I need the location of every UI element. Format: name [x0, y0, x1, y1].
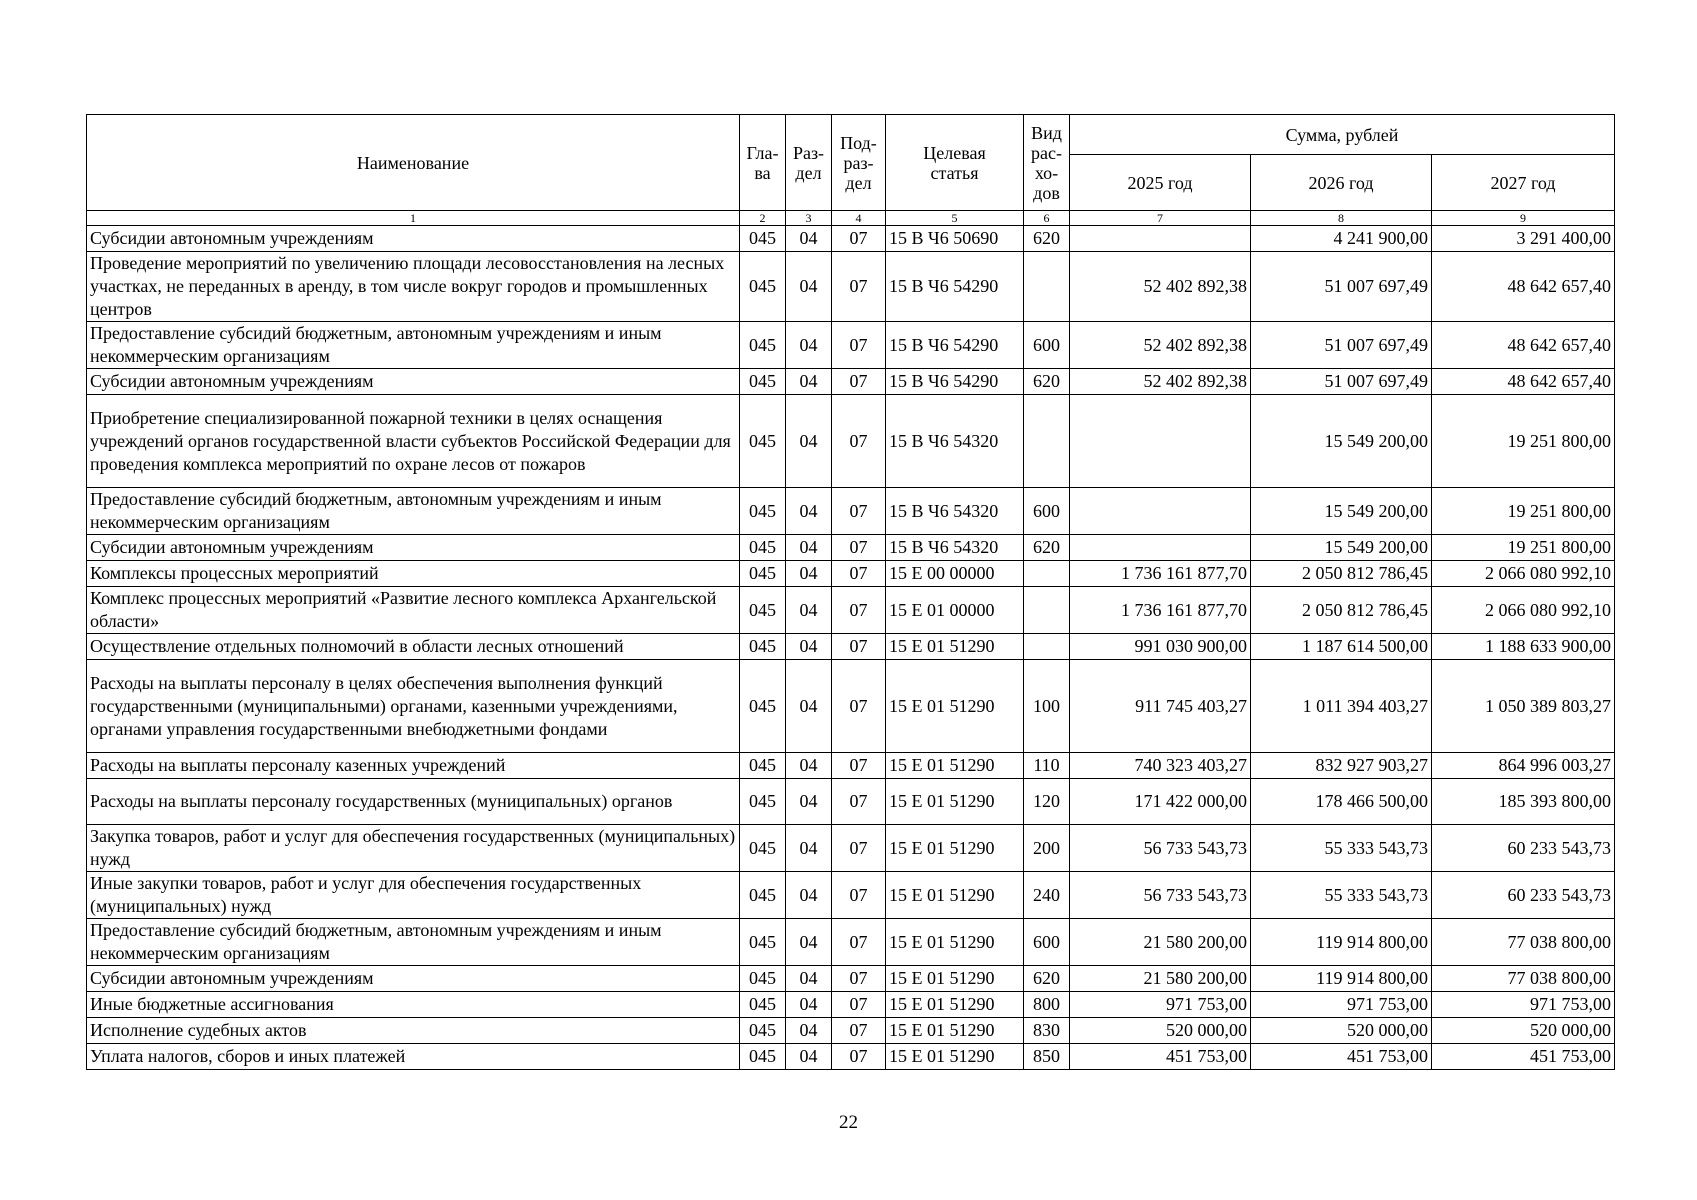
column-number: 7 — [1070, 211, 1251, 226]
row-name: Предоставление субсидий бюджетным, автономным учреждениям и иным некоммерческим организациям — [87, 488, 740, 535]
row-amount-2025: 56 733 543,73 — [1070, 872, 1251, 919]
row-amount-2026: 15 549 200,00 — [1251, 395, 1432, 488]
row-expense-type: 200 — [1024, 825, 1070, 872]
row-target-article: 15 В Ч6 54320 — [886, 488, 1024, 535]
row-target-article: 15 Е 01 51290 — [886, 872, 1024, 919]
row-chapter: 045 — [740, 488, 786, 535]
table-row — [87, 1018, 1615, 1044]
row-amount-2027: 19 251 800,00 — [1432, 488, 1615, 535]
row-section: 04 — [786, 369, 832, 395]
row-chapter: 045 — [740, 535, 786, 561]
row-amount-2026: 15 549 200,00 — [1251, 488, 1432, 535]
row-amount-2026: 178 466 500,00 — [1251, 779, 1432, 825]
header-text: Гла- ва — [746, 142, 779, 183]
row-expense-type: 620 — [1024, 966, 1070, 992]
column-number: 6 — [1024, 211, 1070, 226]
header-expense-type — [1024, 115, 1070, 211]
row-subsection: 07 — [832, 919, 886, 966]
row-expense-type: 600 — [1024, 919, 1070, 966]
table-row — [87, 322, 1615, 369]
row-section: 04 — [786, 252, 832, 322]
row-amount-2025: 21 580 200,00 — [1070, 919, 1251, 966]
row-amount-2025: 1 736 161 877,70 — [1070, 587, 1251, 634]
row-expense-type: 600 — [1024, 488, 1070, 535]
table-row — [87, 872, 1615, 919]
column-number: 5 — [886, 211, 1024, 226]
row-section: 04 — [786, 488, 832, 535]
row-subsection: 07 — [832, 634, 886, 660]
row-subsection: 07 — [832, 369, 886, 395]
header-chapter — [740, 115, 786, 211]
row-target-article: 15 В Ч6 54320 — [886, 535, 1024, 561]
row-amount-2027: 19 251 800,00 — [1432, 535, 1615, 561]
row-amount-2027: 48 642 657,40 — [1432, 322, 1615, 369]
row-name: Приобретение специализированной пожарной техники в целях оснащения учреждений органов государственной власти субъектов Российской Федерации для проведения комплекса мероприятий по охране лесов от пожаров — [87, 395, 740, 488]
row-amount-2025 — [1070, 226, 1251, 252]
header-name: Наименование — [87, 115, 740, 211]
row-amount-2027: 864 996 003,27 — [1432, 753, 1615, 779]
table-row — [87, 919, 1615, 966]
row-target-article: 15 Е 01 51290 — [886, 966, 1024, 992]
row-amount-2027: 60 233 543,73 — [1432, 872, 1615, 919]
row-subsection: 07 — [832, 660, 886, 753]
row-target-article: 15 Е 01 51290 — [886, 634, 1024, 660]
row-chapter: 045 — [740, 872, 786, 919]
row-name: Предоставление субсидий бюджетным, автономным учреждениям и иным некоммерческим организациям — [87, 322, 740, 369]
row-amount-2025: 21 580 200,00 — [1070, 966, 1251, 992]
row-chapter: 045 — [740, 226, 786, 252]
header-year-2026: 2026 год — [1251, 155, 1432, 211]
row-section: 04 — [786, 1044, 832, 1070]
table-row — [87, 992, 1615, 1018]
row-chapter: 045 — [740, 992, 786, 1018]
row-amount-2026: 4 241 900,00 — [1251, 226, 1432, 252]
row-amount-2026: 971 753,00 — [1251, 992, 1432, 1018]
row-amount-2025 — [1070, 535, 1251, 561]
row-name: Субсидии автономным учреждениям — [87, 535, 740, 561]
row-amount-2025: 911 745 403,27 — [1070, 660, 1251, 753]
row-amount-2025: 520 000,00 — [1070, 1018, 1251, 1044]
row-amount-2026: 119 914 800,00 — [1251, 966, 1432, 992]
row-amount-2027: 185 393 800,00 — [1432, 779, 1615, 825]
row-amount-2025: 171 422 000,00 — [1070, 779, 1251, 825]
row-chapter: 045 — [740, 369, 786, 395]
row-chapter: 045 — [740, 561, 786, 587]
row-chapter: 045 — [740, 395, 786, 488]
column-number: 2 — [740, 211, 786, 226]
header-target-article — [886, 115, 1024, 211]
row-expense-type — [1024, 252, 1070, 322]
row-target-article: 15 В Ч6 50690 — [886, 226, 1024, 252]
header-text: Раз- дел — [792, 142, 825, 183]
row-amount-2026: 15 549 200,00 — [1251, 535, 1432, 561]
row-amount-2025: 451 753,00 — [1070, 1044, 1251, 1070]
row-name: Субсидии автономным учреждениям — [87, 966, 740, 992]
table-row — [87, 634, 1615, 660]
header-year-2025: 2025 год — [1070, 155, 1251, 211]
row-amount-2025: 56 733 543,73 — [1070, 825, 1251, 872]
row-amount-2025: 52 402 892,38 — [1070, 369, 1251, 395]
row-expense-type — [1024, 561, 1070, 587]
row-amount-2027: 1 050 389 803,27 — [1432, 660, 1615, 753]
row-subsection: 07 — [832, 395, 886, 488]
row-section: 04 — [786, 660, 832, 753]
table-row — [87, 226, 1615, 252]
row-section: 04 — [786, 1018, 832, 1044]
row-expense-type: 600 — [1024, 322, 1070, 369]
row-chapter: 045 — [740, 825, 786, 872]
row-name: Предоставление субсидий бюджетным, автономным учреждениям и иным некоммерческим организациям — [87, 919, 740, 966]
row-section: 04 — [786, 395, 832, 488]
row-chapter: 045 — [740, 919, 786, 966]
row-amount-2025: 52 402 892,38 — [1070, 322, 1251, 369]
row-section: 04 — [786, 919, 832, 966]
row-subsection: 07 — [832, 1018, 886, 1044]
row-subsection: 07 — [832, 992, 886, 1018]
header-subsection — [832, 115, 886, 211]
row-expense-type: 800 — [1024, 992, 1070, 1018]
row-section: 04 — [786, 825, 832, 872]
table-row — [87, 561, 1615, 587]
row-amount-2026: 51 007 697,49 — [1251, 322, 1432, 369]
row-name: Закупка товаров, работ и услуг для обеспечения государственных (муниципальных) нужд — [87, 825, 740, 872]
row-chapter: 045 — [740, 660, 786, 753]
row-target-article: 15 Е 01 51290 — [886, 779, 1024, 825]
row-amount-2026: 1 187 614 500,00 — [1251, 634, 1432, 660]
row-amount-2025: 991 030 900,00 — [1070, 634, 1251, 660]
table-row — [87, 966, 1615, 992]
row-amount-2026: 55 333 543,73 — [1251, 825, 1432, 872]
row-section: 04 — [786, 226, 832, 252]
row-amount-2026: 2 050 812 786,45 — [1251, 561, 1432, 587]
row-name: Расходы на выплаты персоналу казенных учреждений — [87, 753, 740, 779]
row-chapter: 045 — [740, 634, 786, 660]
row-amount-2026: 51 007 697,49 — [1251, 369, 1432, 395]
column-number: 8 — [1251, 211, 1432, 226]
row-expense-type: 620 — [1024, 369, 1070, 395]
row-section: 04 — [786, 634, 832, 660]
row-section: 04 — [786, 872, 832, 919]
row-subsection: 07 — [832, 322, 886, 369]
row-chapter: 045 — [740, 753, 786, 779]
row-amount-2026: 451 753,00 — [1251, 1044, 1432, 1070]
row-target-article: 15 Е 01 51290 — [886, 1044, 1024, 1070]
row-amount-2025: 971 753,00 — [1070, 992, 1251, 1018]
row-amount-2025 — [1070, 395, 1251, 488]
column-number: 9 — [1432, 211, 1615, 226]
row-expense-type: 110 — [1024, 753, 1070, 779]
row-name: Исполнение судебных актов — [87, 1018, 740, 1044]
table-row — [87, 753, 1615, 779]
row-target-article: 15 Е 01 51290 — [886, 660, 1024, 753]
row-amount-2026: 55 333 543,73 — [1251, 872, 1432, 919]
header-section — [786, 115, 832, 211]
header-year-2027: 2027 год — [1432, 155, 1615, 211]
row-expense-type: 240 — [1024, 872, 1070, 919]
row-expense-type — [1024, 634, 1070, 660]
header-sum: Сумма, рублей — [1070, 115, 1615, 155]
table-row — [87, 825, 1615, 872]
row-name: Комплексы процессных мероприятий — [87, 561, 740, 587]
row-target-article: 15 В Ч6 54320 — [886, 395, 1024, 488]
column-number: 3 — [786, 211, 832, 226]
row-expense-type: 620 — [1024, 226, 1070, 252]
row-target-article: 15 Е 01 51290 — [886, 992, 1024, 1018]
budget-table — [86, 114, 1615, 1070]
row-target-article: 15 Е 01 51290 — [886, 825, 1024, 872]
row-expense-type — [1024, 587, 1070, 634]
row-amount-2027: 48 642 657,40 — [1432, 252, 1615, 322]
row-subsection: 07 — [832, 587, 886, 634]
row-section: 04 — [786, 753, 832, 779]
row-name: Расходы на выплаты персоналу государственных (муниципальных) органов — [87, 779, 740, 825]
row-chapter: 045 — [740, 587, 786, 634]
row-section: 04 — [786, 587, 832, 634]
row-subsection: 07 — [832, 966, 886, 992]
row-subsection: 07 — [832, 252, 886, 322]
row-target-article: 15 Е 01 51290 — [886, 1018, 1024, 1044]
row-amount-2027: 19 251 800,00 — [1432, 395, 1615, 488]
row-amount-2026: 520 000,00 — [1251, 1018, 1432, 1044]
row-name: Комплекс процессных мероприятий «Развитие лесного комплекса Архангельской области» — [87, 587, 740, 634]
row-name: Иные бюджетные ассигнования — [87, 992, 740, 1018]
row-amount-2025 — [1070, 488, 1251, 535]
row-amount-2027: 60 233 543,73 — [1432, 825, 1615, 872]
table-row — [87, 779, 1615, 825]
row-section: 04 — [786, 966, 832, 992]
row-subsection: 07 — [832, 535, 886, 561]
row-target-article: 15 Е 01 51290 — [886, 753, 1024, 779]
row-expense-type: 100 — [1024, 660, 1070, 753]
row-section: 04 — [786, 535, 832, 561]
table-row — [87, 369, 1615, 395]
column-number: 1 — [87, 211, 740, 226]
column-number: 4 — [832, 211, 886, 226]
row-name: Расходы на выплаты персоналу в целях обеспечения выполнения функций государственными (муниципальными) органами, казенными учреждениями, органами управления государственными внебюджетными фондами — [87, 660, 740, 753]
row-expense-type: 830 — [1024, 1018, 1070, 1044]
table-row — [87, 488, 1615, 535]
row-name: Уплата налогов, сборов и иных платежей — [87, 1044, 740, 1070]
row-target-article: 15 В Ч6 54290 — [886, 369, 1024, 395]
row-subsection: 07 — [832, 1044, 886, 1070]
row-expense-type — [1024, 395, 1070, 488]
row-amount-2027: 520 000,00 — [1432, 1018, 1615, 1044]
header-text: Целевая статья — [923, 142, 986, 183]
table-row — [87, 1044, 1615, 1070]
row-section: 04 — [786, 322, 832, 369]
row-name: Проведение мероприятий по увеличению площади лесовосстановления на лесных участках, не переданных в аренду, в том числе вокруг городов и промышленных центров — [87, 252, 740, 322]
row-chapter: 045 — [740, 779, 786, 825]
row-chapter: 045 — [740, 252, 786, 322]
row-chapter: 045 — [740, 1018, 786, 1044]
row-subsection: 07 — [832, 226, 886, 252]
row-subsection: 07 — [832, 779, 886, 825]
row-subsection: 07 — [832, 488, 886, 535]
row-target-article: 15 В Ч6 54290 — [886, 322, 1024, 369]
row-target-article: 15 Е 01 00000 — [886, 587, 1024, 634]
row-amount-2027: 48 642 657,40 — [1432, 369, 1615, 395]
row-name: Субсидии автономным учреждениям — [87, 226, 740, 252]
table-row — [87, 395, 1615, 488]
row-name: Иные закупки товаров, работ и услуг для обеспечения государственных (муниципальных) нужд — [87, 872, 740, 919]
row-chapter: 045 — [740, 966, 786, 992]
table-row — [87, 535, 1615, 561]
row-section: 04 — [786, 561, 832, 587]
row-amount-2027: 2 066 080 992,10 — [1432, 587, 1615, 634]
row-name: Осуществление отдельных полномочий в области лесных отношений — [87, 634, 740, 660]
column-number-row — [87, 211, 1615, 226]
row-chapter: 045 — [740, 322, 786, 369]
row-amount-2026: 832 927 903,27 — [1251, 753, 1432, 779]
row-amount-2027: 77 038 800,00 — [1432, 966, 1615, 992]
table-row — [87, 252, 1615, 322]
row-section: 04 — [786, 992, 832, 1018]
row-amount-2025: 740 323 403,27 — [1070, 753, 1251, 779]
row-amount-2027: 2 066 080 992,10 — [1432, 561, 1615, 587]
row-amount-2027: 77 038 800,00 — [1432, 919, 1615, 966]
row-amount-2027: 3 291 400,00 — [1432, 226, 1615, 252]
row-amount-2025: 52 402 892,38 — [1070, 252, 1251, 322]
row-expense-type: 620 — [1024, 535, 1070, 561]
row-subsection: 07 — [832, 872, 886, 919]
row-amount-2026: 51 007 697,49 — [1251, 252, 1432, 322]
row-amount-2027: 1 188 633 900,00 — [1432, 634, 1615, 660]
row-subsection: 07 — [832, 561, 886, 587]
row-amount-2027: 451 753,00 — [1432, 1044, 1615, 1070]
row-amount-2026: 119 914 800,00 — [1251, 919, 1432, 966]
table-row — [87, 587, 1615, 634]
row-target-article: 15 Е 01 51290 — [886, 919, 1024, 966]
row-amount-2026: 1 011 394 403,27 — [1251, 660, 1432, 753]
header-text: Вид рас- хо- дов — [1031, 122, 1062, 203]
row-chapter: 045 — [740, 1044, 786, 1070]
row-section: 04 — [786, 779, 832, 825]
row-target-article: 15 В Ч6 54290 — [886, 252, 1024, 322]
page-number: 22 — [839, 1112, 858, 1133]
row-target-article: 15 Е 00 00000 — [886, 561, 1024, 587]
row-expense-type: 850 — [1024, 1044, 1070, 1070]
row-amount-2026: 2 050 812 786,45 — [1251, 587, 1432, 634]
row-amount-2027: 971 753,00 — [1432, 992, 1615, 1018]
table-body — [87, 226, 1615, 1070]
row-subsection: 07 — [832, 825, 886, 872]
header-text: Под- раз- дел — [840, 132, 877, 193]
row-amount-2025: 1 736 161 877,70 — [1070, 561, 1251, 587]
row-subsection: 07 — [832, 753, 886, 779]
table-row — [87, 660, 1615, 753]
row-expense-type: 120 — [1024, 779, 1070, 825]
row-name: Субсидии автономным учреждениям — [87, 369, 740, 395]
